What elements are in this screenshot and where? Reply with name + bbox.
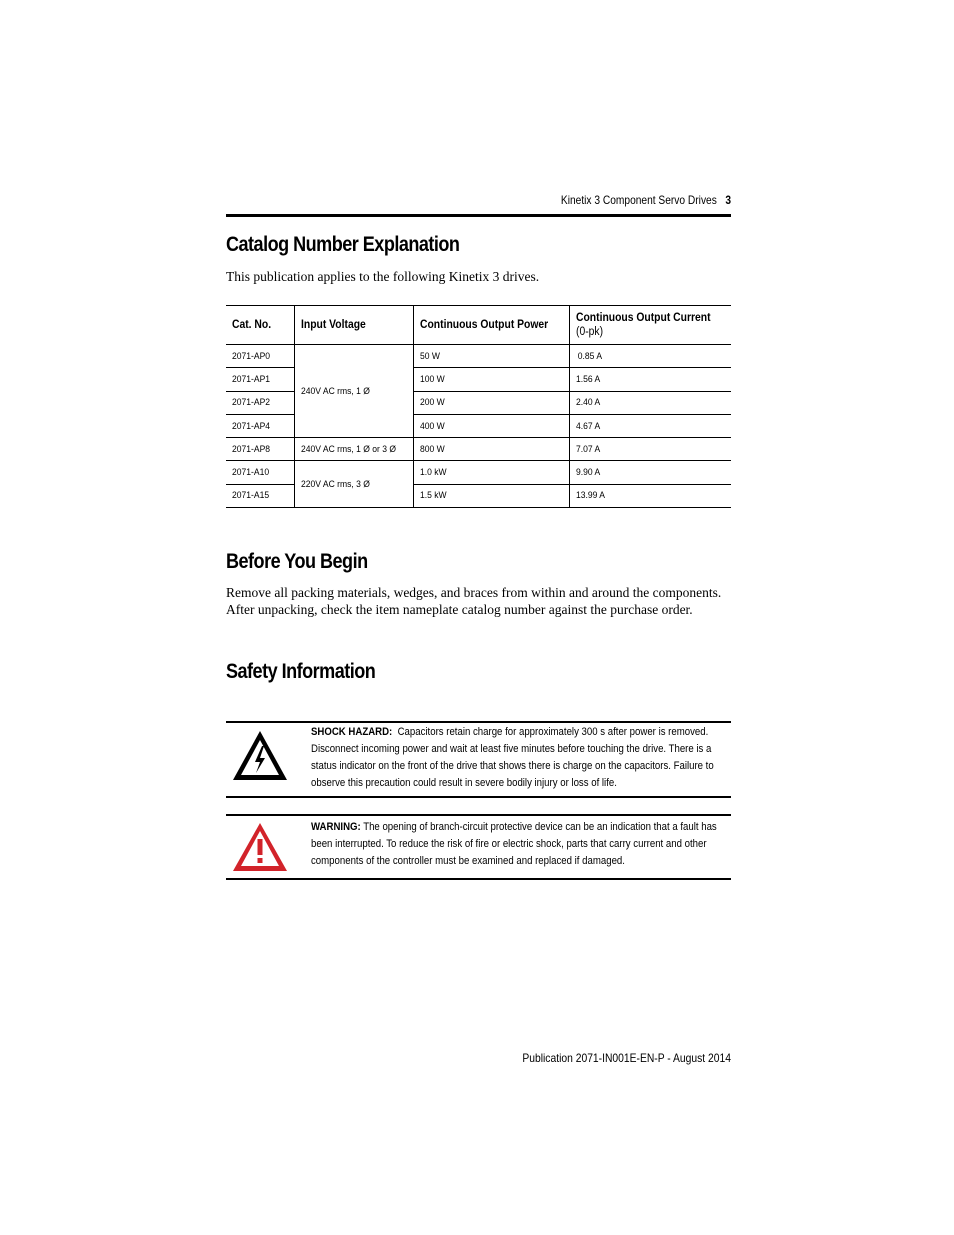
catalog-intro: This publication applies to the following Kinetix 3 drives. <box>226 269 540 284</box>
cell-power: 50 W <box>414 345 569 368</box>
shock-hazard-label: SHOCK HAZARD: <box>311 726 393 738</box>
cell-current: 2.40 A <box>569 391 731 414</box>
shock-hazard-text <box>311 724 723 792</box>
catalog-section-title: Catalog Number Explanation <box>226 233 460 256</box>
running-title: Kinetix 3 Component Servo Drives <box>560 193 717 207</box>
table-header-row <box>226 306 731 345</box>
cell-current: 0.85 A <box>569 345 731 368</box>
cell-current: 7.07 A <box>569 438 731 461</box>
cell-cat: 2071-AP1 <box>226 368 295 391</box>
cell-power: 400 W <box>414 414 569 437</box>
col-header-power: Continuous Output Power <box>414 306 569 345</box>
cell-cat: 2071-AP8 <box>226 438 295 461</box>
shock-hazard-body: Capacitors retain charge for approximately 300 s after power is removed. Disconnect incoming power and wait at least five minutes before touching the drive. There is a status indicator on the front of the drive that shows there is charge on the capacitors. Failure to observe this precaution could result in severe bodily injury or loss of life. <box>311 726 714 789</box>
cell-cat: 2071-A15 <box>226 484 295 507</box>
publication-footer: Publication 2071-IN001E-EN-P - August 2014 <box>522 1051 731 1065</box>
cell-cat: 2071-AP2 <box>226 391 295 414</box>
cell-current: 1.56 A <box>569 368 731 391</box>
cell-power: 200 W <box>414 391 569 414</box>
cell-voltage-group: 240V AC rms, 1 Ø or 3 Ø <box>295 438 414 461</box>
before-line-2: After unpacking, check the item nameplate catalog number against the purchase order. <box>226 602 693 617</box>
table-row <box>226 438 731 461</box>
col-header-input-voltage: Input Voltage <box>295 306 414 345</box>
before-section-title: Before You Begin <box>226 550 368 573</box>
cell-power: 800 W <box>414 438 569 461</box>
safety-section-title: Safety Information <box>226 660 376 683</box>
cell-power: 100 W <box>414 368 569 391</box>
warning-label: WARNING: <box>311 821 361 833</box>
col-header-current: Continuous Output Current (0-pk) <box>569 306 731 345</box>
col-header-cat-no: Cat. No. <box>226 306 295 345</box>
cell-power: 1.5 kW <box>414 484 569 507</box>
cell-voltage-group: 240V AC rms, 1 Ø <box>295 345 414 438</box>
header-rule <box>226 214 731 217</box>
table-row <box>226 345 731 368</box>
before-line-1: Remove all packing materials, wedges, and braces from within and around the components. <box>226 585 722 600</box>
cell-cat: 2071-A10 <box>226 461 295 484</box>
cell-current: 4.67 A <box>569 414 731 437</box>
table-row <box>226 461 731 484</box>
cell-cat: 2071-AP0 <box>232 350 271 362</box>
catalog-table <box>226 305 731 508</box>
shock-hazard-icon <box>231 729 289 788</box>
cell-power: 1.0 kW <box>414 461 569 484</box>
cell-voltage-group: 220V AC rms, 3 Ø <box>295 461 414 508</box>
page-number: 3 <box>725 193 731 207</box>
warning-icon <box>231 821 289 878</box>
shock-hazard-notice <box>226 721 731 798</box>
warning-body: The opening of branch-circuit protective device can be an indication that a fault has been interrupted. To reduce the risk of fire or electric shock, parts that carry current and other components of the controller must be examined and replaced if damaged. <box>311 821 717 867</box>
cell-current: 13.99 A <box>569 484 731 507</box>
warning-text <box>311 819 723 870</box>
before-paragraph <box>226 584 721 618</box>
cell-current: 9.90 A <box>569 461 731 484</box>
running-header <box>302 193 731 207</box>
cell-cat: 2071-AP4 <box>226 414 295 437</box>
warning-notice <box>226 814 731 880</box>
